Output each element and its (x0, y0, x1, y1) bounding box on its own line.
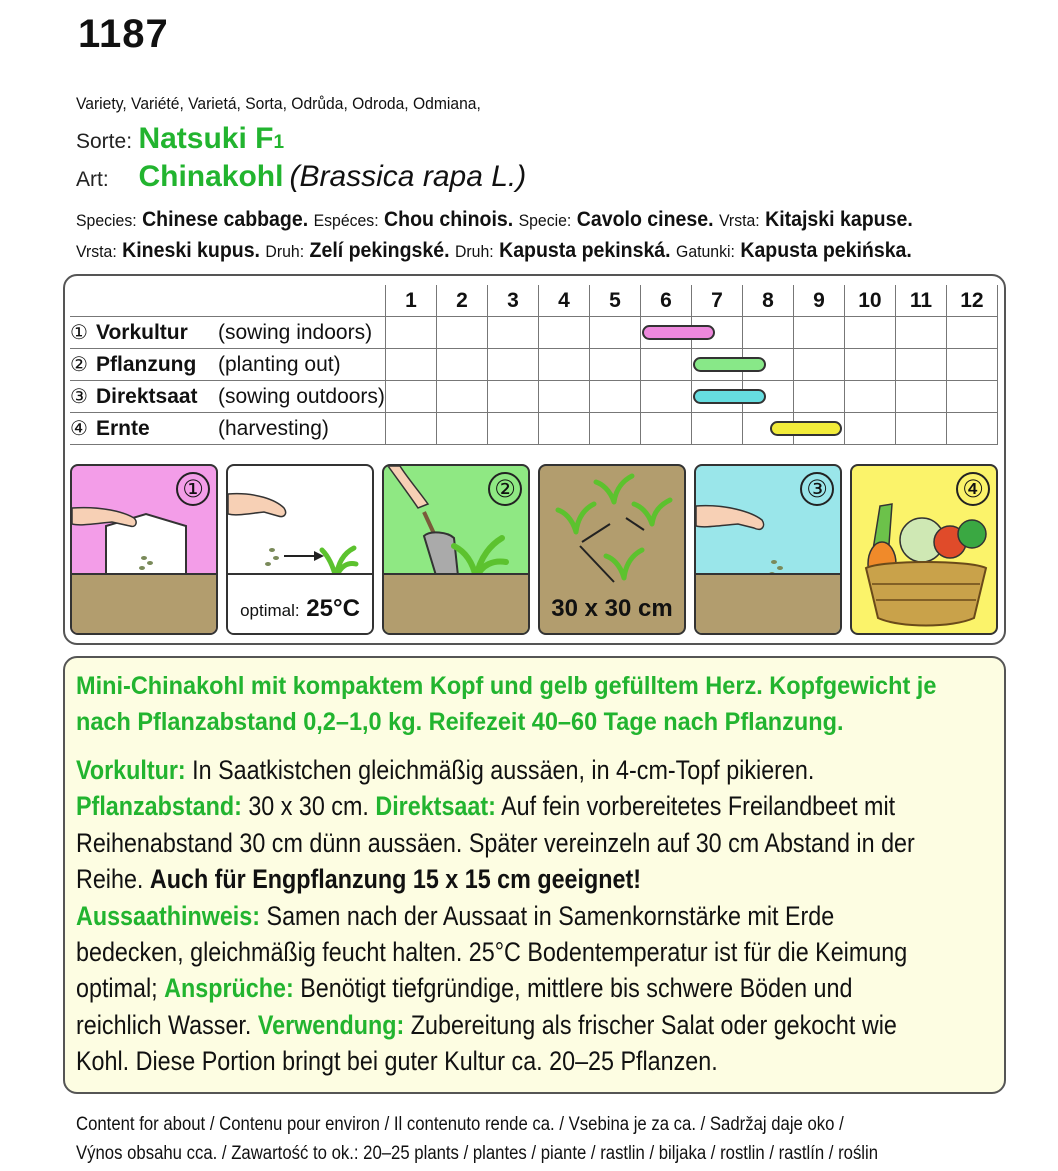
row-label-de: Direktsaat (96, 385, 198, 408)
verwendung-label: Verwendung: (257, 1009, 405, 1040)
row-number: ④ (70, 418, 88, 440)
species-translations (76, 205, 913, 267)
species-value: Zelí pekingské. (309, 239, 450, 262)
species-value: Kineski kupus. (122, 239, 260, 262)
row-label-en: (sowing outdoors) (218, 385, 385, 408)
pflanzabstand-label: Pflanzabstand: (76, 791, 242, 822)
step-number-badge: ③ (800, 472, 834, 506)
month-label: 6 (640, 285, 691, 317)
species-line (76, 160, 526, 194)
calendar-row-ernte (70, 413, 997, 445)
month-label: 3 (487, 285, 538, 317)
engpflanzung-text: Auch für Engpflanzung 15 x 15 cm geeignet! (149, 864, 641, 895)
content-footer (76, 1110, 878, 1168)
month-label: 11 (895, 285, 946, 317)
row-label-de: Vorkultur (96, 321, 188, 344)
calendar-bar-ernte (770, 421, 843, 436)
row-number: ① (70, 322, 88, 344)
soil (696, 573, 840, 633)
species-value: Kapusta pekinská. (499, 239, 671, 262)
art-label: Art: (76, 168, 109, 191)
month-label: 5 (589, 285, 640, 317)
spacing-caption: 30 x 30 cm (551, 595, 673, 622)
species-value: Kitajski kapuse. (765, 208, 913, 231)
pflanzabstand-text: 30 x 30 cm. (241, 791, 376, 822)
species-label: Druh: (265, 242, 305, 261)
species-label: Gatunki: (676, 242, 735, 261)
direktsaat-label: Direktsaat: (375, 791, 496, 822)
month-label: 8 (742, 285, 793, 317)
month-label: 7 (691, 285, 742, 317)
soil (72, 573, 216, 633)
variety-label: Variety, Variété, Varietá, Sorta, Odrůda, Odroda, Odmiana, (76, 94, 481, 113)
month-label: 9 (793, 285, 844, 317)
aussaathinweis-label: Aussaathinweis: (76, 900, 261, 931)
species-value: Chou chinois. (384, 208, 514, 231)
aussaathinweis-text: Samen nach der Aussaat in Samenkornstärke mit Erde bedecken, gleichmäßig feucht halten. 25°C Bodentemperatur ist für die Keimung optimal; (76, 900, 908, 1004)
species-line-2 (76, 236, 913, 267)
footer-line-1: Content for about / Contenu pour environ / Il contenuto rende ca. / Vsebina je za ca. / Sadržaj daje oko / (76, 1114, 844, 1135)
species-label: Vrsta: (718, 211, 760, 230)
sorte-label: Sorte: (76, 130, 133, 153)
footer-line-2: Výnos obsahu cca. / Zawartość to ok.: 20–25 plants / plantes / piante / rastlin / biljaka / rostlin / rastlín / roślin (76, 1143, 879, 1164)
description-body (76, 752, 921, 1080)
soil (384, 573, 528, 633)
temperature-caption (228, 595, 372, 623)
species-label: Espéces: (313, 211, 379, 230)
direktsaat-text: Auf fein vorbereitetes Freilandbeet mit Reihenabstand 30 cm dünn aussäen. Später vereinzeln auf 30 cm Abstand in der Reihe. (76, 791, 915, 895)
calendar-bar-pflanzung (693, 357, 766, 372)
calendar-bar-vorkultur (642, 325, 715, 340)
species-value: Chinese cabbage. (142, 208, 309, 231)
step-number-badge: ② (488, 472, 522, 506)
step-number-badge: ① (176, 472, 210, 506)
species-label: Vrsta: (76, 242, 117, 261)
common-name: Chinakohl (138, 160, 284, 193)
row-number: ③ (70, 386, 88, 408)
sowing-calendar (70, 285, 998, 445)
calendar-header (70, 285, 997, 317)
calendar-bar-direktsaat (693, 389, 766, 404)
variety-name: Natsuki F (138, 122, 274, 155)
species-label: Specie: (518, 211, 572, 230)
latin-name: (Brassica rapa L.) (289, 160, 527, 193)
month-label: 2 (436, 285, 487, 317)
step-number-badge: ④ (956, 472, 990, 506)
row-label-en: (harvesting) (218, 417, 329, 440)
species-value: Kapusta pekińska. (740, 239, 912, 262)
panel-harvest (850, 464, 998, 635)
ansprueche-label: Ansprüche: (164, 973, 294, 1004)
species-label: Species: (76, 211, 137, 230)
temperature-label: optimal: (240, 601, 300, 620)
row-label-de: Pflanzung (96, 353, 197, 376)
month-label: 10 (844, 285, 895, 317)
article-number: 1187 (78, 12, 169, 56)
description-headline: Mini-Chinakohl mit kompaktem Kopf und gelb gefülltem Herz. Kopfgewicht je nach Pflanzabstand 0,2–1,0 kg. Reifezeit 40–60 Tage nach Pflanzung. (76, 672, 937, 736)
species-label: Druh: (454, 242, 494, 261)
month-label: 1 (385, 285, 436, 317)
row-label-en: (sowing indoors) (218, 321, 373, 344)
row-label-en: (planting out) (218, 353, 341, 376)
panel-germination (226, 464, 374, 635)
vorkultur-label: Vorkultur: (76, 755, 186, 785)
species-value: Cavolo cinese. (576, 208, 714, 231)
calendar-row-vorkultur (70, 317, 997, 349)
panel-planting-out (382, 464, 530, 635)
panel-spacing (538, 464, 686, 635)
ansprueche-text: Benötigt tiefgründige, mittlere bis schwere Böden und reichlich Wasser. (76, 973, 853, 1040)
calendar-row-pflanzung (70, 349, 997, 381)
panel-sowing-outdoors (694, 464, 842, 635)
variety-subscript: 1 (273, 132, 285, 153)
row-number: ② (70, 354, 88, 376)
month-label: 12 (946, 285, 997, 317)
vorkultur-text: In Saatkistchen gleichmäßig aussäen, in 4-cm-Topf pikieren. (185, 755, 815, 785)
row-label-de: Ernte (96, 417, 150, 440)
month-label: 4 (538, 285, 589, 317)
verwendung-text: Zubereitung als frischer Salat oder gekocht wie Kohl. Diese Portion bringt bei guter Kultur ca. 20–25 Pflanzen. (76, 1009, 897, 1077)
species-line-1 (76, 205, 913, 236)
panel-sowing-indoors (70, 464, 218, 635)
variety-line (76, 122, 284, 156)
temperature-value: 25°C (306, 595, 360, 622)
calendar-row-direktsaat (70, 381, 997, 413)
